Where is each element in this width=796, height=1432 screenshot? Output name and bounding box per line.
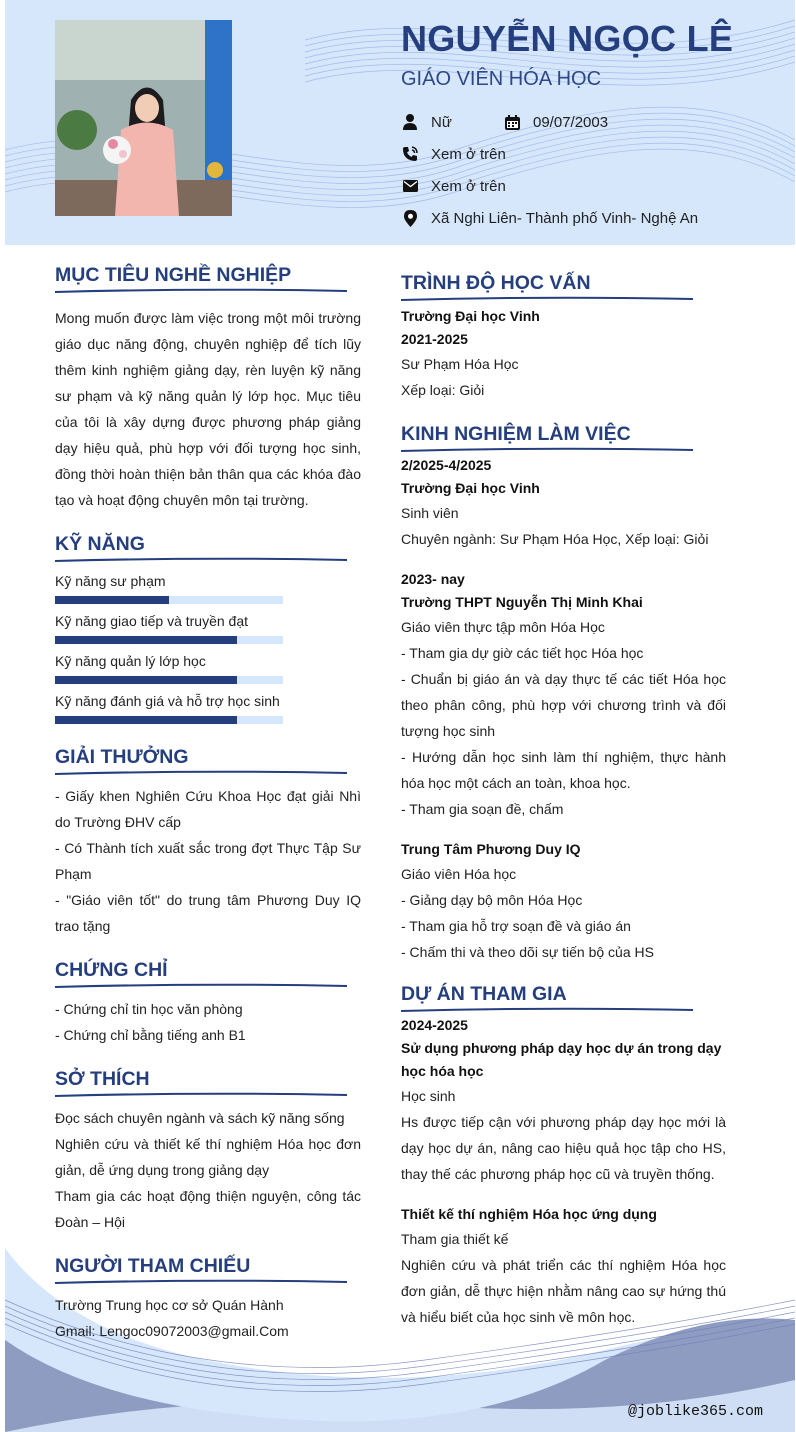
skill-level-fill: [55, 596, 169, 604]
job-position: Giáo viên thực tập môn Hóa Học: [401, 619, 605, 635]
candidate-name: NGUYỄN NGỌC LÊ: [401, 18, 734, 59]
project-item: [401, 1203, 726, 1330]
project-desc: Nghiên cứu và phát triển các thí nghiệm Hóa học đơn giản, dễ thực hiện nhằm nâng cao sự hứng thú và hiểu biết của học sinh về môn học.: [401, 1257, 726, 1325]
award-item: - Giấy khen Nghiên Cứu Khoa Học đạt giải Nhì do Trường ĐHV cấp: [55, 788, 361, 830]
experience-item: [401, 568, 726, 822]
job-org: Trung Tâm Phương Duy IQ: [401, 841, 581, 857]
email-row: [401, 177, 506, 195]
right-column: [401, 270, 726, 1330]
reference-email[interactable]: Gmail: Lengoc09072003@gmail.Com: [55, 1323, 289, 1339]
objective-text: Mong muốn được làm việc trong một môi trường giáo dục năng động, chuyên nghiệp để tích lũy thêm kinh nghiệm giảng dạy, rèn luyện kỹ năng sư phạm và kỹ năng quản lý lớp học. Mục tiêu của tôi là xây dựng được phương pháp giảng dạy hiệu quả, phù hợp với đối tượng học sinh, đồng thời hoàn thiện bản thân qua các khóa đào tạo và hoạt động chuyên môn tại trường.: [55, 310, 361, 508]
left-column: [55, 262, 361, 1344]
projects-section: [401, 981, 726, 1330]
certificate-item: - Chứng chỉ tin học văn phòng: [55, 1001, 243, 1017]
address-value: Xã Nghi Liên- Thành phố Vinh- Nghệ An: [431, 209, 699, 227]
awards-title: GIẢI THƯỞNG: [55, 746, 189, 768]
birthdate-row: [503, 113, 608, 131]
projects-title: DỰ ÁN THAM GIA: [401, 983, 567, 1005]
section-underline: [55, 556, 347, 564]
skill-label: Kỹ năng đánh giá và hỗ trợ học sinh: [55, 693, 280, 709]
project-role: Tham gia thiết kế: [401, 1231, 509, 1247]
gender-value: Nữ: [431, 113, 452, 131]
birthdate-value: 09/07/2003: [533, 113, 609, 131]
job-detail: - Hướng dẫn học sinh làm thí nghiệm, thực hành hóa học một cách an toàn, khoa học.: [401, 749, 726, 791]
section-underline: [55, 287, 347, 295]
certificates-section: [55, 957, 361, 1048]
project-name: Thiết kế thí nghiệm Hóa học ứng dụng: [401, 1206, 657, 1222]
education-major: Sư Phạm Hóa Học: [401, 356, 519, 372]
skills-list: [55, 570, 361, 724]
skill-level-bar: [55, 676, 283, 684]
phone-row: [401, 145, 506, 163]
award-item: - "Giáo viên tốt" do trung tâm Phương Duy IQ trao tặng: [55, 892, 361, 934]
job-position: Giáo viên Hóa học: [401, 866, 517, 882]
brand-watermark: @joblike365.com: [627, 1403, 763, 1420]
job-period: 2023- nay: [401, 571, 465, 587]
project-period: 2024-2025: [401, 1017, 468, 1033]
hobbies-section: [55, 1066, 361, 1235]
hobbies-list: [55, 1105, 361, 1235]
skill-level-fill: [55, 716, 237, 724]
certificate-item: - Chứng chỉ bằng tiếng anh B1: [55, 1027, 246, 1043]
awards-section: [55, 744, 361, 939]
skill-level-bar: [55, 596, 283, 604]
hobby-item: Đọc sách chuyên ngành và sách kỹ năng sống: [55, 1110, 345, 1126]
skill-item: [55, 570, 361, 604]
skill-level-bar: [55, 716, 283, 724]
education-grade: Xếp loại: Giỏi: [401, 382, 485, 398]
certificates-title: CHỨNG CHỈ: [55, 959, 168, 981]
education-section: [401, 270, 726, 403]
email-value: Xem ở trên: [431, 177, 506, 195]
user-icon: [401, 113, 419, 131]
skill-level-fill: [55, 676, 237, 684]
calendar-icon: [503, 113, 521, 131]
envelope-icon: [401, 177, 419, 195]
candidate-role: GIÁO VIÊN HÓA HỌC: [401, 68, 602, 90]
hobbies-title: SỞ THÍCH: [55, 1068, 150, 1090]
job-position: Sinh viên: [401, 505, 459, 521]
project-item: [401, 1014, 726, 1187]
education-title: TRÌNH ĐỘ HỌC VẤN: [401, 272, 591, 294]
objective-title: MỤC TIÊU NGHỀ NGHIỆP: [55, 264, 292, 286]
job-detail: Chuyên ngành: Sư Phạm Hóa Học, Xếp loại: Giỏi: [401, 531, 709, 547]
gender-row: [401, 113, 452, 131]
job-detail: - Tham gia soạn đề, chấm: [401, 801, 564, 817]
job-detail: - Giảng dạy bộ môn Hóa Học: [401, 892, 583, 908]
job-org: Trường THPT Nguyễn Thị Minh Khai: [401, 594, 643, 610]
job-period: 2/2025-4/2025: [401, 457, 492, 473]
award-item: - Có Thành tích xuất sắc trong đợt Thực Tập Sư Phạm: [55, 840, 361, 882]
experience-item: [401, 838, 726, 965]
skill-level-fill: [55, 636, 237, 644]
awards-list: [55, 783, 361, 939]
skill-item: [55, 610, 361, 644]
skill-label: Kỹ năng giao tiếp và truyền đạt: [55, 613, 249, 629]
profile-photo: [55, 20, 232, 216]
job-detail: - Chuẩn bị giáo án và dạy thực tế các tiết Hóa học theo phân công, phù hợp với chương trình và đối tượng học sinh: [401, 671, 726, 739]
section-underline: [401, 446, 693, 454]
certificates-list: [55, 996, 361, 1048]
skill-item: [55, 650, 361, 684]
job-detail: - Tham gia hỗ trợ soạn đề và giáo án: [401, 918, 631, 934]
section-underline: [401, 295, 693, 303]
skill-level-bar: [55, 636, 283, 644]
job-detail: - Chấm thi và theo dõi sự tiến bộ của HS: [401, 944, 654, 960]
job-org: Trường Đại học Vinh: [401, 480, 540, 496]
hobby-item: Tham gia các hoạt động thiện nguyện, công tác Đoàn – Hội: [55, 1188, 361, 1230]
location-pin-icon: [401, 209, 419, 227]
experience-item: [401, 454, 726, 552]
education-years: 2021-2025: [401, 331, 468, 347]
experience-section: [401, 421, 726, 965]
reference-item: Trường Trung học cơ sở Quán Hành: [55, 1297, 284, 1313]
section-underline: [401, 1006, 693, 1014]
section-underline: [55, 769, 347, 777]
job-detail: - Tham gia dự giờ các tiết học Hóa học: [401, 645, 644, 661]
project-desc: Hs được tiếp cận với phương pháp dạy học mới là dạy học dự án, nâng cao hiệu quả học tập cho HS, thay thế các phương pháp học cũ và truyền thống.: [401, 1114, 726, 1182]
project-role: Học sinh: [401, 1088, 456, 1104]
skill-label: Kỹ năng sư phạm: [55, 573, 166, 589]
section-underline: [55, 982, 347, 990]
skills-title: KỸ NĂNG: [55, 533, 145, 555]
skills-section: [55, 531, 361, 724]
objective-section: [55, 262, 361, 513]
phone-icon: [401, 145, 419, 163]
skill-label: Kỹ năng quản lý lớp học: [55, 653, 206, 669]
skill-item: [55, 690, 361, 724]
phone-value: Xem ở trên: [431, 145, 506, 163]
cv-page: [5, 0, 795, 1432]
section-underline: [55, 1091, 347, 1099]
hobby-item: Nghiên cứu và thiết kế thí nghiệm Hóa học đơn giản, dễ ứng dụng trong giảng dạy: [55, 1136, 361, 1178]
experience-title: KINH NGHIỆM LÀM VIỆC: [401, 423, 631, 445]
address-row: [401, 209, 698, 227]
header: [5, 0, 795, 245]
references-title: NGƯỜI THAM CHIẾU: [55, 1255, 251, 1277]
references-list: [55, 1292, 361, 1344]
education-school: Trường Đại học Vinh: [401, 308, 540, 324]
project-name: Sử dụng phương pháp dạy học dự án trong dạy học hóa học: [401, 1040, 722, 1079]
